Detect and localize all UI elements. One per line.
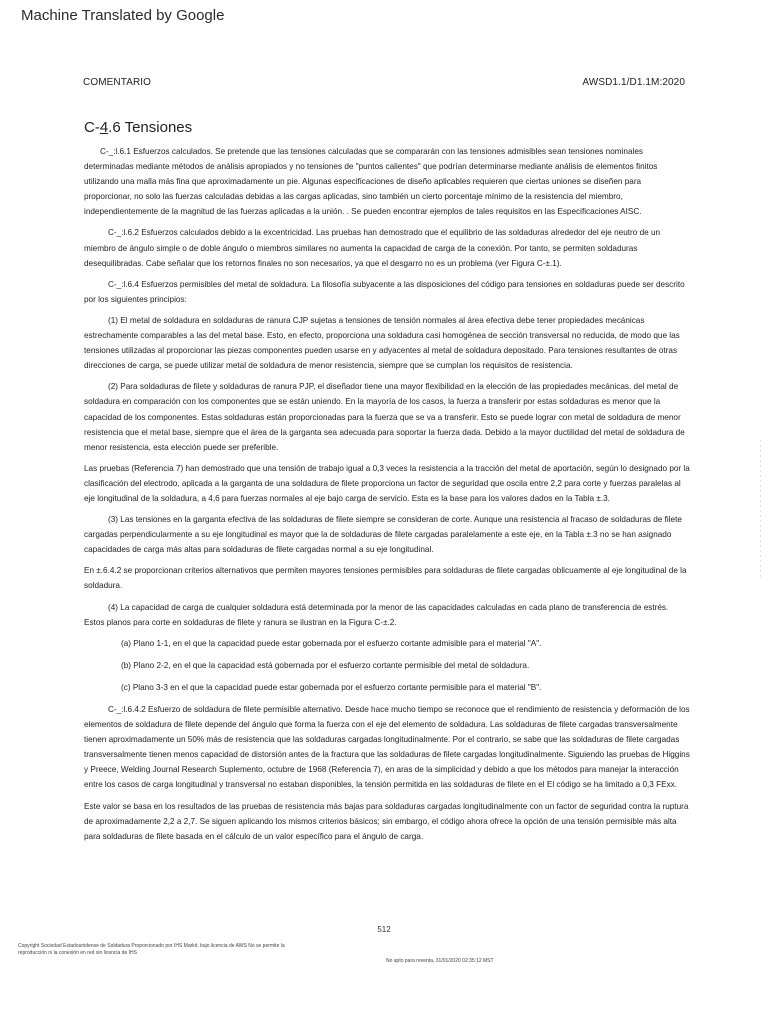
paragraph-tests: Las pruebas (Referencia 7) han demostrado que una tensión de trabajo igual a 0,3 veces la resistencia a la tracción del metal de aportación, según lo designado por la clasificación del electrodo, aplicada a la garganta de una soldadura de filete proporciona un factor de seguridad que oscila entre 2,2 para corte y fuerzas paralelas al eje longitudinal de la soldadura, a 4,6 para fuerzas normales al eje bajo carga de servicio. Esta es la base para los valores dados en la Tabla ±.3. — [84, 463, 690, 503]
machine-translation-banner: Machine Translated by Google — [21, 7, 225, 24]
page-number: 512 — [377, 925, 391, 934]
paragraph-principle-2: (2) Para soldaduras de filete y soldaduras de ranura PJP, el diseñador tiene una mayor flexibilidad en la elección de las propiedades mecánicas. del metal de soldadura en comparación con los componentes que se están uniendo. En la mayoría de los casos, la fuerza a transferir por estas soldaduras es menor que la capacidad de los componentes. Estas soldaduras están proporcionadas para la fuerza que se va a transferir. Esto se puede lograr con metal de soldadura de menor resistencia que el metal base, siempre que el área de la garganta sea adecuada para soportar la fuerza dada. Debido a la mayor ductilidad del metal de soldadura de menor resistencia, esta elección puede ser preferible. — [84, 382, 685, 452]
paragraph-principle-4: (4) La capacidad de carga de cualquier soldadura está determinada por la menor de las capacidades calculadas en cada plano de transferencia de estrés. Estos planos para corte en soldaduras de filete y ranura se ilustran en la Figura C-±.2. — [84, 602, 669, 627]
section-title — [84, 119, 192, 136]
paragraph-principle-1: (1) El metal de soldadura en soldaduras de ranura CJP sujetas a tensiones de tensión normales al área efectiva debe tener propiedades mecánicas estrechamente comparables a las del metal base. Esto, en efecto, proporciona una soldadura casi homogénea de sección transversal no reducida, de modo que las tensiones utilizadas al proporcionar las piezas componentes pueden usarse en y adyacentes al metal de soldadura depositado. Para tensiones resultantes de otras direcciones de carga, se puede utilizar metal de soldadura de menor resistencia, siempre que se cumplan los requisitos de resistencia. — [84, 315, 680, 371]
running-header-left: COMENTARIO — [83, 77, 152, 88]
copyright-notice: Copyright Sociedad Estadounidense de Soldadura Proporcionado por IHS Markit, bajo licencia de AWS No se permite la reproducción ni la conexión en red sin licencia de IHS — [18, 943, 285, 956]
paragraph-eccentricity: C-_:l.6.2 Esfuerzos calculados debido a la excentricidad. Las pruebas han demostrado que el equilibrio de las soldaduras alrededor del eje neutro de un miembro de ángulo simple o de doble ángulo o miembros similares no aumenta la capacidad de carga de la conexión. Por tanto, se permiten soldaduras desequilibradas. Cabe señalar que los retornos finales no son necesarios, ya que el desgarro no es un problema (ver Figura C-±.1). — [84, 228, 661, 268]
running-header-right: AWSD1.1/D1.1M:2020 — [582, 77, 685, 88]
paragraph-calculated-stresses: C-_:l.6.1 Esfuerzos calculados. Se pretende que las tensiones calculadas que se compararán con las tensiones admisibles sean tensiones nominales determinadas mediante métodos de análisis apropiados y no tensiones de "puntos calientes" que podrían determinarse mediante análisis de elementos finitos utilizando una malla más fina que aproximadamente un pie. Algunas especificaciones de diseño aplicables requieren que ciertas uniones se diseñen para proporcionar, no solo las fuerzas calculadas debidas a las cargas aplicadas, sino también un cierto porcentaje mínimo de la resistencia del miembro, independientemente de la magnitud de las fuerzas aplicadas a la unión. . Se pueden encontrar ejemplos de tales requisitos en las Especificaciones AISC. — [84, 147, 658, 217]
list-item-plane-2: (b) Plano 2-2, en el que la capacidad está gobernada por el esfuerzo cortante permisible del metal de soldadura. — [121, 660, 530, 670]
list-item-plane-1: (a) Plano 1-1, en el que la capacidad puede estar gobernada por el esfuerzo cortante admisible para el material "A". — [121, 638, 542, 648]
paragraph-alternative-fillet-stress: C-_:l.6.4.2 Esfuerzo de soldadura de filete permisible alternativo. Desde hace mucho tiempo se reconoce que el rendimiento de resistencia y deformación de los elementos de soldadura de filete depende del ángulo que forma la fuerza con el eje del elemento de soldadura. Las soldaduras de filete cargadas transversalmente tienen aproximadamente un 50% más de resistencia que las soldaduras cargadas longitudinalmente. Por el contrario, se sabe que las soldaduras de filete cargadas transversalmente tienen menos capacidad de distorsión antes de la fractura que las soldaduras de filete cargadas longitudinalmente. Siguiendo las pruebas de Higgins y Preece, Welding Journal Research Suplemento, octubre de 1968 (Referencia 7), en aras de la simplicidad y debido a que los métodos para manejar la interacción entre los casos de carga longitudinal y transversal no estaban disponibles, la tensión permitida en las soldaduras de filete en el El código se ha limitado a 0,3 FExx. — [84, 705, 690, 790]
list-item-plane-3: (c) Plano 3-3 en el que la capacidad puede estar gobernada por el esfuerzo cortante permisible para el material "B". — [121, 682, 542, 692]
scan-edge-mark — [760, 440, 761, 580]
body-text — [84, 144, 690, 850]
paragraph-alternative-criteria: En ±.6.4.2 se proporcionan criterios alternativos que permiten mayores tensiones permisibles para soldaduras de filete cargadas oblicuamente al eje longitudinal de la soldadura. — [84, 566, 687, 591]
resale-notice: No apto para reventa, 31/01/2020 02:35:12 MST — [386, 958, 494, 964]
paragraph-allowable-stresses: C-_:l.6.4 Esfuerzos permisibles del metal de soldadura. La filosofía subyacente a las disposiciones del código para tensiones en soldaduras puede ser descrito por los siguientes principios: — [84, 279, 685, 304]
section-title-number: 4 — [99, 119, 109, 136]
section-title-suffix: .6 Tensiones — [108, 119, 193, 136]
paragraph-safety-factor: Este valor se basa en los resultados de las pruebas de resistencia más bajas para soldaduras cargadas longitudinalmente con un factor de seguridad contra la ruptura de aproximadamente 2,2 a 2,7. Se siguen aplicando los mismos criterios básicos; sin embargo, el código ahora ofrece la opción de una tensión permisible más alta para soldaduras de filete basada en el cálculo de un valor específico para el ángulo de carga. — [84, 801, 689, 841]
section-title-prefix: C- — [84, 119, 100, 136]
paragraph-principle-3: (3) Las tensiones en la garganta efectiva de las soldaduras de filete siempre se consideran de corte. Aunque una resistencia al fracaso de soldaduras de filete cargadas perpendicularmente a su eje longitudinal es mayor que la de soldaduras de filete cargadas paralelamente a este eje, en la Tabla ±.3 no se han asignado capacidades de carga más altas para soldaduras de filete cargadas normal a su eje longitudinal. — [84, 515, 682, 555]
